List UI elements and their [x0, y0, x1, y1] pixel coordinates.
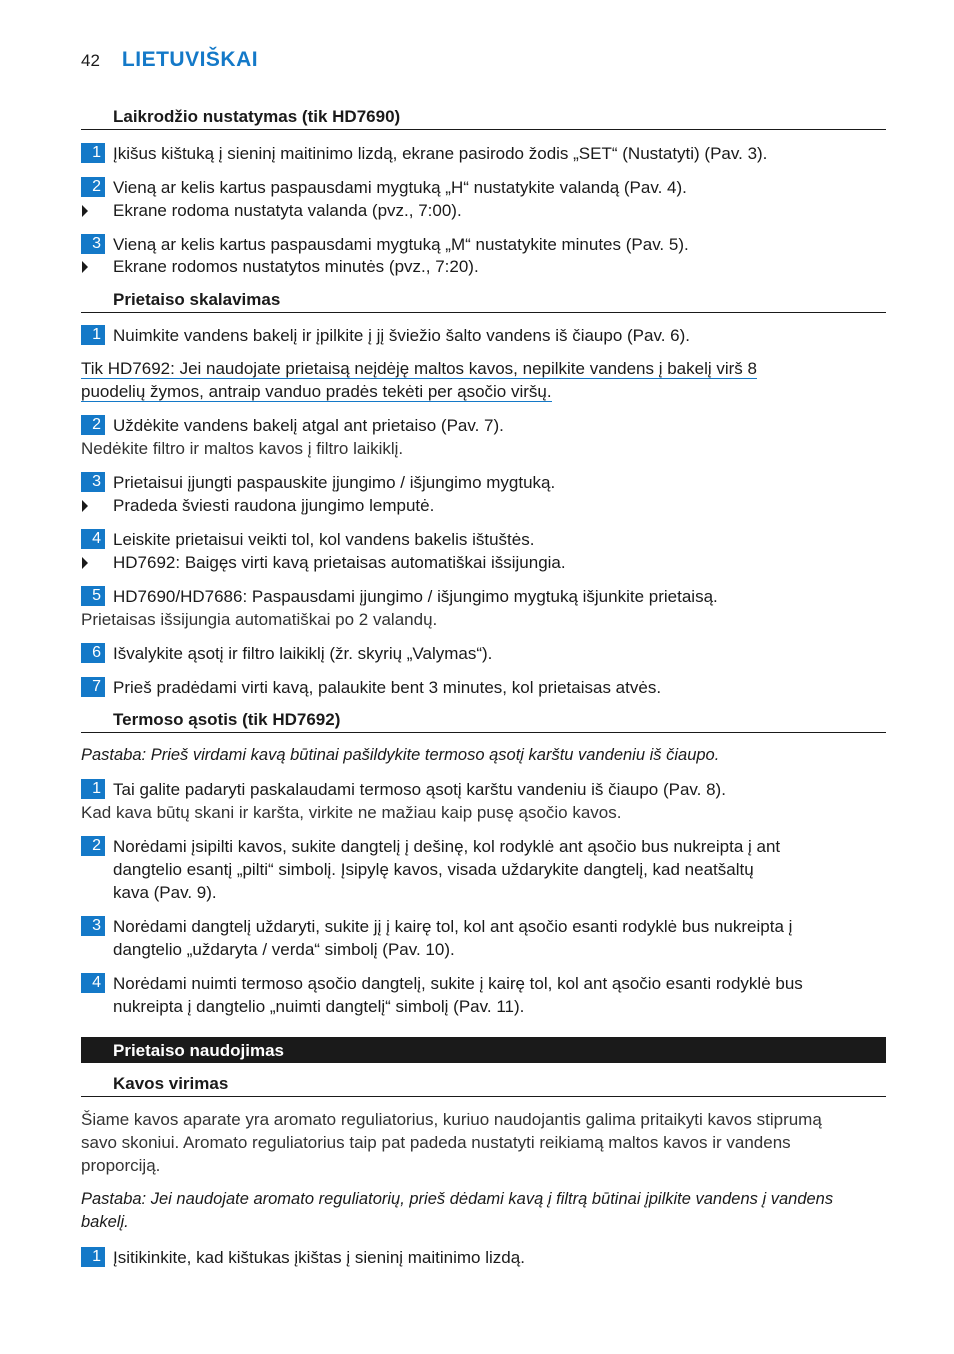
- clock-step-2-result: [81, 199, 886, 222]
- step-line: nukreipta į dangtelio „nuimti dangtelį“ simbolį (Pav. 11).: [113, 997, 525, 1016]
- descaling-step-7: [81, 676, 886, 699]
- thermos-step-1: [81, 778, 886, 801]
- result-text: Ekrane rodoma nustatyta valanda (pvz., 7:00).: [113, 201, 462, 220]
- step-number: 3: [81, 916, 105, 936]
- clock-step-2: [81, 176, 886, 199]
- result-text: Ekrane rodomos nustatytos minutės (pvz., 7:20).: [113, 257, 479, 276]
- descaling-step-6: [81, 642, 886, 665]
- thermos-note: Pastaba: Prieš virdami kavą būtinai pašildykite termoso ąsotį karštu vandeniu iš čiaupo.: [81, 746, 720, 764]
- step-number: 2: [81, 177, 105, 197]
- step-text: Įsitikinkite, kad kištukas įkištas į sieninį maitinimo lizdą.: [113, 1248, 525, 1267]
- step-number: 1: [81, 143, 105, 163]
- thermos-step-2: [81, 835, 886, 904]
- clock-step-3-result: [81, 255, 886, 278]
- intro-line: Šiame kavos aparate yra aromato reguliatorius, kuriuo naudojantis galima pritaikyti kavos stiprumą: [81, 1110, 822, 1129]
- bullet-icon: [81, 494, 113, 517]
- bullet-icon: [81, 255, 113, 278]
- step-text: [113, 835, 886, 904]
- section-title-clock: Laikrodžio nustatymas (tik HD7690): [81, 106, 886, 130]
- section-title-brewing: Kavos virimas: [81, 1073, 886, 1097]
- step-line: Norėdami įsipilti kavos, sukite dangtelį į dešinę, kol rodyklė ant ąsočio bus nukreipta į ant: [113, 837, 781, 856]
- step-number: 5: [81, 586, 105, 606]
- step-text: Vieną ar kelis kartus paspausdami mygtuką „M“ nustatykite minutes (Pav. 5).: [113, 235, 689, 254]
- section-title-thermos: Termoso ąsotis (tik HD7692): [81, 709, 886, 733]
- clock-step-3: [81, 233, 886, 256]
- bullet-icon: [81, 199, 113, 222]
- note-line: bakelį.: [81, 1213, 129, 1231]
- step-text: Tai galite padaryti paskalaudami termoso ąsotį karštu vandeniu iš čiaupo (Pav. 8).: [113, 780, 726, 799]
- step-number: 1: [81, 1247, 105, 1267]
- step-text: [113, 915, 886, 961]
- step-line: dangtelio „uždaryta / verda“ simbolį (Pav. 10).: [113, 940, 455, 959]
- step-number: 3: [81, 234, 105, 254]
- step-line: Norėdami dangtelį uždaryti, sukite jį į kairę tol, kol ant ąsočio esanti rodyklė bus nukreipta į: [113, 917, 793, 936]
- step-text: Prieš pradėdami virti kavą, palaukite bent 3 minutes, kol prietaisas atvės.: [113, 678, 662, 697]
- step-line: kava (Pav. 9).: [113, 883, 217, 902]
- bullet-icon: [81, 551, 113, 574]
- result-text: Pradeda šviesti raudona įjungimo lemputė.: [113, 496, 435, 515]
- section-title-descaling: Prietaiso skalavimas: [81, 289, 886, 313]
- step-number: 4: [81, 973, 105, 993]
- descaling-step-5-extra: Prietaisas išsijungia automatiškai po 2 valandų.: [81, 610, 438, 629]
- step-text: [113, 972, 886, 1018]
- descaling-step-3: [81, 471, 886, 494]
- step-text: Leiskite prietaisui veikti tol, kol vandens bakelis ištuštės.: [113, 530, 535, 549]
- descaling-step-4: [81, 528, 886, 551]
- note-line: Tik HD7692: Jei naudojate prietaisą neįdėję maltos kavos, nepilkite vandens į bakelį virš 8: [81, 359, 757, 378]
- thermos-step-3: [81, 915, 886, 961]
- page-header: [81, 48, 258, 72]
- brewing-step-1: [81, 1246, 886, 1269]
- result-text: HD7692: Baigęs virti kavą prietaisas automatiškai išsijungia.: [113, 553, 566, 572]
- step-text: Uždėkite vandens bakelį atgal ant prietaiso (Pav. 7).: [113, 416, 504, 435]
- descaling-step-3-result: [81, 494, 886, 517]
- step-text: Įkišus kištuką į sieninį maitinimo lizdą, ekrane pasirodo žodis „SET“ (Nustatyti) (Pav. 3).: [113, 144, 768, 163]
- step-number: 1: [81, 779, 105, 799]
- descaling-step-5: [81, 585, 886, 608]
- language-title: LIETUVIŠKAI: [121, 48, 259, 71]
- note-line: puodelių žymos, antraip vanduo pradės tekėti per ąsočio viršų.: [81, 382, 552, 401]
- note-line: Pastaba: Jei naudojate aromato reguliatorių, prieš dėdami kavą į filtrą būtinai įpilkite vandens į vandens: [81, 1190, 834, 1208]
- intro-line: proporciją.: [81, 1156, 161, 1175]
- step-text: Išvalykite ąsotį ir filtro laikiklį (žr. skyrių „Valymas“).: [113, 644, 493, 663]
- section-title-usage: Prietaiso naudojimas: [81, 1037, 886, 1063]
- descaling-step-2: [81, 414, 886, 437]
- page-number: 42: [81, 51, 100, 70]
- step-line: Norėdami nuimti termoso ąsočio dangtelį, sukite į kairę tol, kol ant ąsočio esanti rodyklė bus: [113, 974, 803, 993]
- step-number: 6: [81, 643, 105, 663]
- step-text: HD7690/HD7686: Paspausdami įjungimo / išjungimo mygtuką išjunkite prietaisą.: [113, 587, 718, 606]
- intro-line: savo skoniui. Aromato reguliatorius taip pat padeda nustatyti reikiamą maltos kavos ir vandens: [81, 1133, 791, 1152]
- descaling-step-1: [81, 324, 886, 347]
- step-number: 2: [81, 836, 105, 856]
- brewing-intro: [81, 1108, 886, 1177]
- thermos-step-4: [81, 972, 886, 1018]
- step-line: dangtelio esantį „pilti“ simbolį. Įsipylę kavos, visada uždarykite dangtelį, kad neatšaltų: [113, 860, 754, 879]
- clock-step-1: [81, 142, 886, 165]
- step-number: 1: [81, 325, 105, 345]
- step-number: 3: [81, 472, 105, 492]
- descaling-step-4-result: [81, 551, 886, 574]
- step-text: Prietaisui įjungti paspauskite įjungimo / išjungimo mygtuką.: [113, 473, 556, 492]
- step-number: 4: [81, 529, 105, 549]
- brewing-note: [81, 1188, 886, 1234]
- thermos-step-1-extra: Kad kava būtų skani ir karšta, virkite ne mažiau kaip pusę ąsočio kavos.: [81, 803, 622, 822]
- step-number: 7: [81, 677, 105, 697]
- step-text: Vieną ar kelis kartus paspausdami mygtuką „H“ nustatykite valandą (Pav. 4).: [113, 178, 687, 197]
- step-text: Nuimkite vandens bakelį ir įpilkite į jį šviežio šalto vandens iš čiaupo (Pav. 6).: [113, 326, 690, 345]
- descaling-step-2-extra: Nedėkite filtro ir maltos kavos į filtro laikiklį.: [81, 439, 404, 458]
- descaling-note: [81, 357, 886, 403]
- step-number: 2: [81, 415, 105, 435]
